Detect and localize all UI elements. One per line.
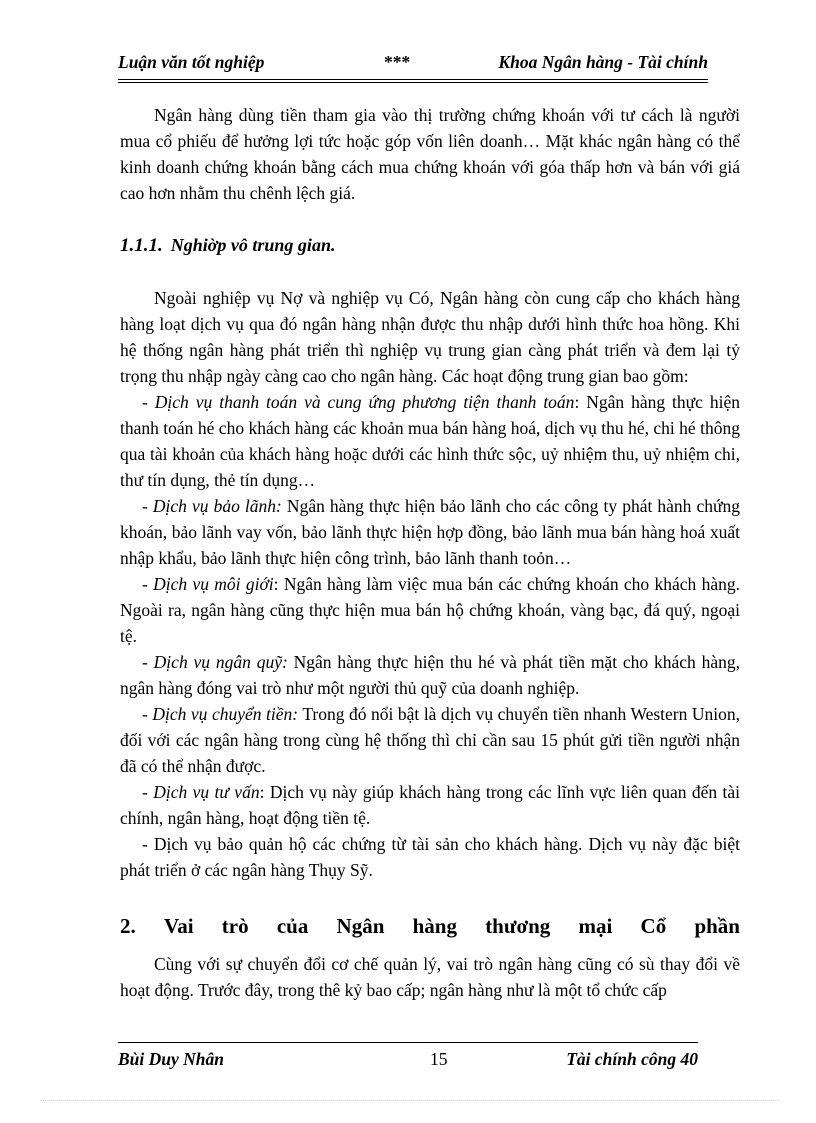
heading-word: trò bbox=[221, 914, 249, 938]
intro-paragraph: Ngân hàng dùng tiền tham gia vào thị trường chứng khoán với tư cách là người mua cổ phiếu để hưởng lợi tức hoặc góp vốn liên doanh… Mặt khác ngân hàng có thể kinh doanh chứng khoán bằng cách mua chứng khoán với góa thấp hơn và bán với giá cao hơn nhằm thu chênh lệch giá. bbox=[120, 105, 740, 203]
footer-author: Bùi Duy Nhân bbox=[118, 1049, 225, 1069]
header-faculty-label: Khoa Ngân hàng - Tài chính bbox=[498, 52, 708, 72]
header-rule bbox=[118, 79, 708, 83]
section-heading-2 bbox=[120, 913, 740, 939]
footer-rule bbox=[118, 1042, 698, 1043]
page-footer bbox=[118, 1049, 698, 1073]
service-list bbox=[120, 389, 740, 883]
heading-word: mại bbox=[578, 914, 613, 938]
list-item: - Dịch vụ thanh toán và cung ứng phương tiện thanh toán: Ngân hàng thực hiện thanh toán hé cho khách hàng các khoản mua bán hàng hoá, dịch vụ thu hé, chi hé thông qua tài khoản của khách hàng hoặc dưới các hình thức sộc, uỷ nhiệm thu, uỷ nhiệm chi, thư tín dụng, thẻ tín dụng… bbox=[120, 392, 740, 490]
header-thesis-label: Luận văn tốt nghiệp bbox=[118, 52, 265, 72]
list-item: - Dịch vụ môi giới: Ngân hàng làm việc mua bán các chứng khoán cho khách hàng. Ngoài ra, ngân hàng cũng thực hiện mua bán hộ chứng khoán, vàng bạc, đá quý, ngoại tệ. bbox=[120, 574, 740, 646]
header-separator: *** bbox=[384, 52, 411, 72]
heading-word: Ngân bbox=[336, 914, 385, 938]
page-bottom-dotted-line bbox=[40, 1100, 780, 1101]
intermediary-paragraph: Ngoài nghiệp vụ Nợ và nghiệp vụ Có, Ngân hàng còn cung cấp cho khách hàng hàng loạt dịch vụ qua đó ngân hàng nhận được thu nhập dưới hình thức hoa hồng. Khi hệ thống ngân hàng phát triển thì nghiệp vụ trung gian càng phát triển và đem lại tỷ trọng thu nhập ngày càng cao cho ngân hàng. Các hoạt động trung gian bao gồm: bbox=[120, 288, 740, 386]
heading-word: Cổ bbox=[640, 914, 667, 938]
heading-word: Vai bbox=[163, 914, 194, 938]
heading-word: hàng bbox=[412, 914, 457, 938]
page-header bbox=[118, 52, 708, 78]
list-item: - Dịch vụ bảo lãnh: Ngân hàng thực hiện bảo lãnh cho các công ty phát hành chứng khoán, bảo lãnh vay vốn, bảo lãnh thực hiện hợp đồng, bảo lãnh mua bán hàng hoá xuất nhập khẩu, bảo lãnh thực hiện công trình, bảo lãnh thanh toỏn… bbox=[120, 496, 740, 568]
section-heading-1-1-1 bbox=[120, 232, 740, 259]
list-item: - Dịch vụ tư vấn: Dịch vụ này giúp khách hàng trong các lĩnh vực liên quan đến tài chính, ngân hàng, hoạt động tiền tệ. bbox=[120, 782, 741, 828]
heading-word: phần bbox=[694, 914, 740, 938]
page-number: 15 bbox=[430, 1049, 448, 1069]
page-body bbox=[120, 102, 740, 1003]
heading-word: của bbox=[276, 914, 309, 938]
section-number: 1.1.1. bbox=[120, 235, 163, 256]
footer-class: Tài chính công 40 bbox=[566, 1049, 698, 1069]
heading-word: thương bbox=[485, 914, 551, 938]
list-item: - Dịch vụ ngân quỹ: Ngân hàng thực hiện thu hé và phát tiền mặt cho khách hàng, ngân hàng đóng vai trò như một người thủ quỹ của doanh nghiệp. bbox=[120, 652, 741, 698]
list-item: - Dịch vụ chuyển tiền: Trong đó nổi bật là dịch vụ chuyển tiền nhanh Western Union, đối với các ngân hàng trong cùng hệ thống thì chỉ cần sau 15 phút gửi tiền người nhận đã có thể nhận được. bbox=[120, 704, 741, 776]
role-paragraph: Cùng với sự chuyển đổi cơ chế quản lý, vai trò ngân hàng cũng có sù thay đổi về hoạt động. Trước đây, trong thê kỷ bao cấp; ngân hàng như là một tổ chức cấp bbox=[120, 954, 740, 1000]
heading-word: 2. bbox=[120, 914, 136, 938]
list-item: - Dịch vụ bảo quản hộ các chứng từ tài sản cho khách hàng. Dịch vụ này đặc biệt phát triển ở các ngân hàng Thụy Sỹ. bbox=[120, 834, 741, 880]
section-title: Nghiờp vô trung gian. bbox=[170, 235, 336, 255]
